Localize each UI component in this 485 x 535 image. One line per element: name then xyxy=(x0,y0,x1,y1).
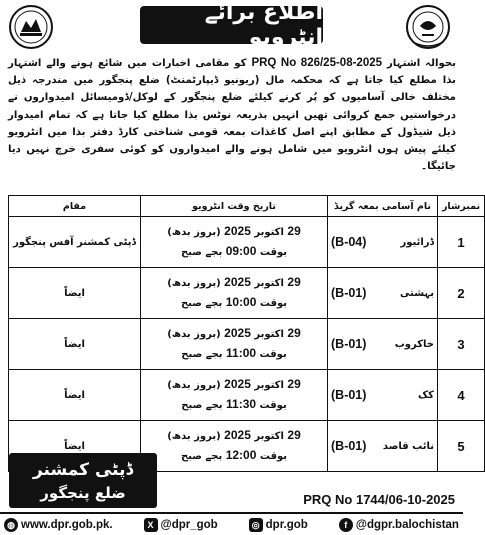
venue-text: ایضاً xyxy=(64,389,85,401)
table-row xyxy=(9,217,485,268)
time-line xyxy=(144,344,324,364)
serial-number: 1 xyxy=(457,234,465,250)
venue-text: ایضاً xyxy=(64,338,85,350)
date-month: اکتوبر xyxy=(254,329,284,340)
serial-cell xyxy=(438,319,485,370)
date-day-number: 29 xyxy=(287,377,301,391)
time-prefix: بوقت xyxy=(259,451,288,462)
date-time-cell xyxy=(141,421,328,472)
date-weekday: (بروز بدھ) xyxy=(167,431,221,442)
date-month: اکتوبر xyxy=(254,431,284,442)
instagram-icon: ◎ xyxy=(249,518,263,532)
date-time-cell xyxy=(141,319,328,370)
x-twitter-icon: X xyxy=(144,518,158,532)
table-row xyxy=(9,370,485,421)
venue-cell xyxy=(9,319,141,370)
header xyxy=(0,0,463,52)
time-line xyxy=(144,446,324,466)
time-suffix: بجے صبح xyxy=(180,451,223,462)
date-month: اکتوبر xyxy=(254,227,284,238)
date-time-cell xyxy=(141,217,328,268)
date-weekday: (بروز بدھ) xyxy=(167,329,221,340)
venue-cell xyxy=(9,217,141,268)
website-link[interactable] xyxy=(4,518,113,532)
serial-cell xyxy=(438,268,485,319)
post-name: نائب قاصد xyxy=(382,440,434,452)
signature-block xyxy=(9,453,157,508)
venue-text: ڈپٹی کمشنر آفس پنجگور xyxy=(13,236,136,248)
date-year: 2025 xyxy=(224,224,251,238)
post-name: کک xyxy=(417,389,434,401)
venue-text: ایضاً xyxy=(64,287,85,299)
twitter-text: @dpr_gob xyxy=(160,518,218,531)
facebook-icon: f xyxy=(339,518,353,532)
serial-number: 2 xyxy=(457,285,465,301)
time-prefix: بوقت xyxy=(259,400,287,411)
instagram-link[interactable] xyxy=(249,518,308,532)
date-line xyxy=(144,375,324,395)
table-body xyxy=(9,217,485,472)
date-year: 2025 xyxy=(224,326,251,340)
time-line xyxy=(144,242,324,262)
post-grade: (B-01) xyxy=(331,337,367,351)
post-grade: (B-04) xyxy=(331,235,367,249)
time-suffix: بجے صبح xyxy=(181,400,223,411)
time-prefix: بوقت xyxy=(259,247,288,258)
date-month: اکتوبر xyxy=(254,278,284,289)
notice-title: اطلاع برائے انٹرویو xyxy=(140,6,323,44)
serial-number: 5 xyxy=(457,438,465,454)
time-value: 11:00 xyxy=(226,346,257,360)
time-value: 09:00 xyxy=(225,244,257,258)
time-value: 12:00 xyxy=(225,448,257,462)
post-grade: (B-01) xyxy=(331,286,367,300)
date-day-number: 29 xyxy=(287,326,301,340)
date-year: 2025 xyxy=(224,428,251,442)
serial-number: 3 xyxy=(457,336,465,352)
date-line xyxy=(144,222,324,242)
time-prefix: بوقت xyxy=(259,298,288,309)
interview-schedule-table xyxy=(8,195,485,472)
table-row xyxy=(9,268,485,319)
post-cell xyxy=(328,217,438,268)
post-name: ڈرائیور xyxy=(400,236,434,248)
intro-text-start: بحوالہ اشتہار xyxy=(382,58,456,69)
date-weekday: (بروز بدھ) xyxy=(167,278,221,289)
globe-icon: ◍ xyxy=(4,518,18,532)
date-weekday: (بروز بدھ) xyxy=(167,380,221,391)
footer-reference: PRQ No 1744/06-10-2025 xyxy=(303,492,455,507)
date-line xyxy=(144,426,324,446)
date-line xyxy=(144,273,324,293)
header-serial: نمبرشار xyxy=(438,196,485,217)
post-cell xyxy=(328,319,438,370)
social-bar xyxy=(0,512,463,535)
district-emblem-icon xyxy=(8,4,54,50)
time-line xyxy=(144,293,324,313)
date-year: 2025 xyxy=(224,377,251,391)
date-time-cell xyxy=(141,268,328,319)
venue-text: ایضاً xyxy=(64,440,85,452)
date-time-cell xyxy=(141,370,328,421)
post-name: خاکروب xyxy=(394,338,434,350)
header-venue: مقام xyxy=(9,196,141,217)
time-value: 11:30 xyxy=(226,397,257,411)
serial-cell xyxy=(438,370,485,421)
date-month: اکتوبر xyxy=(254,380,284,391)
time-prefix: بوقت xyxy=(259,349,287,360)
date-weekday: (بروز بدھ) xyxy=(167,227,221,238)
post-cell xyxy=(328,268,438,319)
date-year: 2025 xyxy=(224,275,251,289)
government-seal-icon xyxy=(405,4,451,50)
post-grade: (B-01) xyxy=(331,439,367,453)
time-line xyxy=(144,395,324,415)
facebook-text: @dgpr.balochistan xyxy=(355,518,459,531)
facebook-link[interactable] xyxy=(339,518,459,532)
post-cell xyxy=(328,370,438,421)
time-value: 10:00 xyxy=(225,295,257,309)
date-day-number: 29 xyxy=(287,428,301,442)
header-post: نام آسامی بمعہ گریڈ xyxy=(328,196,438,217)
time-suffix: بجے صبح xyxy=(180,298,223,309)
signature-designation: ڈپٹی کمشنر xyxy=(32,459,134,480)
advert-reference: PRQ No 826/25-08-2025 xyxy=(251,57,383,69)
header-date: تاریخ وقت انٹرویو xyxy=(141,196,328,217)
date-day-number: 29 xyxy=(287,224,301,238)
serial-cell xyxy=(438,421,485,472)
signature-district: ضلع پنجگور xyxy=(40,483,126,502)
post-cell xyxy=(328,421,438,472)
time-suffix: بجے صبح xyxy=(180,247,223,258)
venue-cell xyxy=(9,268,141,319)
table-row xyxy=(9,319,485,370)
serial-cell xyxy=(438,217,485,268)
post-name: بہشتی xyxy=(400,287,434,299)
intro-paragraph xyxy=(8,55,456,175)
venue-cell xyxy=(9,370,141,421)
post-grade: (B-01) xyxy=(331,388,367,402)
table-header-row xyxy=(9,196,485,217)
date-day-number: 29 xyxy=(287,275,301,289)
date-line xyxy=(144,324,324,344)
twitter-link[interactable] xyxy=(144,518,218,532)
instagram-text: dpr.gob xyxy=(265,518,308,531)
time-suffix: بجے صبح xyxy=(181,349,223,360)
intro-text-body: کو مقامی اخبارات میں شائع ہونے والے اشتہار بذا مطلع کیا جاتا ہے کہ محکمہ مال (ریونیو ڈیپارٹمنٹ) ضلع پنجگور میں مندرجہ ذیل مختلف خالی آسامیوں کو پُر کرنے کیلئے ضلع پنجگور کے لوکل/ڈومیسائل امیدواروں نے درخواستیں جمع کروائی تھیں انہیں بذریعہ نوٹس بذا مطلع کیا جاتا ہے کہ تمام امیدوار ذیل شیڈول کے مطابق اپنے اصل کاغذات بمعہ قومی شناختی کارڈ دفتر بذا میں انٹرویو کیلئے پیش ہوں انٹرویو میں شامل ہونے والے امیدواروں کو کوئی سفری خرچ نہیں دیا جائیگا۔ xyxy=(8,58,456,173)
serial-number: 4 xyxy=(457,387,465,403)
website-text: www.dpr.gob.pk. xyxy=(21,518,113,531)
